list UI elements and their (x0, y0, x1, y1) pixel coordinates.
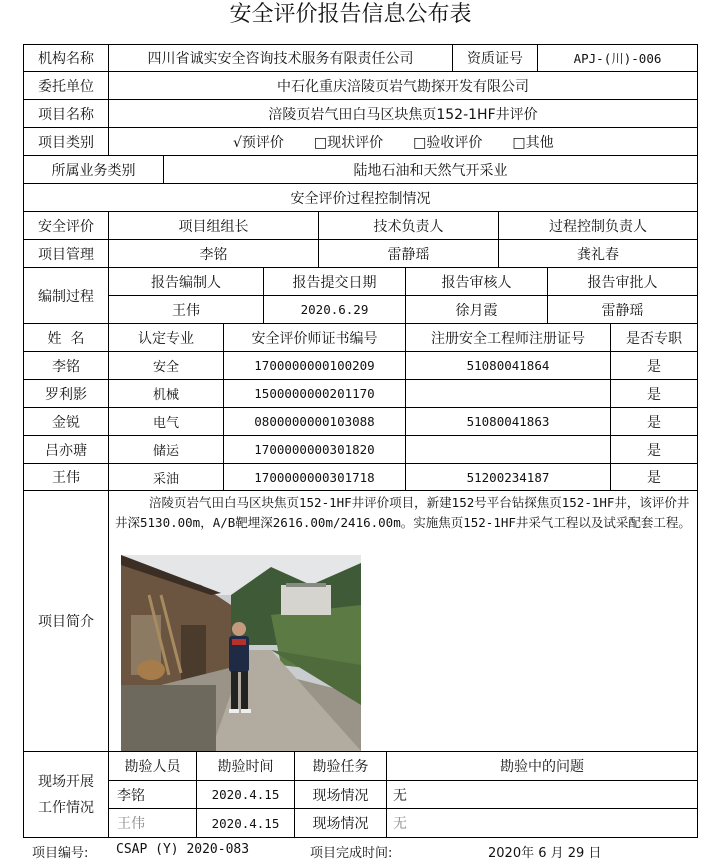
staff-cert: 1500000000201170 (223, 379, 406, 408)
category-option: □验收评价 (413, 134, 483, 151)
compile-header: 报告审核人 (405, 267, 548, 296)
staff-major: 安全 (108, 351, 224, 380)
mgmt-header: 项目组组长 (108, 211, 319, 240)
mgmt-value: 雷静瑶 (318, 239, 499, 268)
staff-name: 吕亦瑭 (23, 435, 109, 464)
staff-major: 机械 (108, 379, 224, 408)
compile-label: 编制过程 (23, 267, 109, 324)
cert-label: 资质证号 (452, 44, 538, 72)
category-options (108, 127, 698, 156)
compile-value: 王伟 (108, 295, 264, 324)
intro-cell (108, 490, 698, 752)
footer-date-value: 2020年 6 月 29 日 (488, 846, 602, 861)
staff-major: 采油 (108, 463, 224, 491)
category-option: √预评价 (233, 134, 284, 151)
staff-fulltime: 是 (610, 351, 698, 380)
site-photo (121, 555, 361, 751)
compile-value: 徐月霞 (405, 295, 548, 324)
project-label: 项目名称 (23, 99, 109, 128)
site-label-line1: 现场开展 (38, 773, 94, 790)
org-value: 四川省诚实安全咨询技术服务有限责任公司 (108, 44, 453, 72)
mgmt-header: 过程控制负责人 (498, 211, 698, 240)
site-task: 现场情况 (294, 808, 387, 838)
staff-fulltime: 是 (610, 407, 698, 436)
site-task: 现场情况 (294, 780, 387, 809)
staff-fulltime: 是 (610, 435, 698, 464)
staff-header: 姓 名 (23, 323, 109, 352)
staff-reg: 51080041863 (405, 407, 611, 436)
compile-header: 报告编制人 (108, 267, 264, 296)
mgmt-header: 技术负责人 (318, 211, 499, 240)
staff-name: 罗利影 (23, 379, 109, 408)
staff-reg (405, 435, 611, 464)
compile-value: 2020.6.29 (263, 295, 406, 324)
staff-reg (405, 379, 611, 408)
staff-name: 金锐 (23, 407, 109, 436)
compile-header: 报告审批人 (547, 267, 698, 296)
mgmt-value: 龚礼春 (498, 239, 698, 268)
site-person: 李铭 (108, 780, 197, 809)
site-person: 王伟 (108, 808, 197, 838)
process-title: 安全评价过程控制情况 (23, 183, 698, 212)
page-title: 安全评价报告信息公布表 (229, 2, 472, 27)
staff-fulltime: 是 (610, 379, 698, 408)
mgmt-label-2: 项目管理 (23, 239, 109, 268)
compile-header: 报告提交日期 (263, 267, 406, 296)
site-issue: 无 (386, 808, 698, 838)
business-value: 陆地石油和天然气开采业 (163, 155, 698, 184)
staff-name: 李铭 (23, 351, 109, 380)
client-value: 中石化重庆涪陵页岩气勘探开发有限公司 (108, 71, 698, 100)
mgmt-value: 李铭 (108, 239, 319, 268)
compile-value: 雷静瑶 (547, 295, 698, 324)
site-header: 勘验中的问题 (386, 751, 698, 781)
staff-header: 认定专业 (108, 323, 224, 352)
footer-date-label: 项目完成时间: (310, 846, 393, 861)
site-header: 勘验时间 (196, 751, 295, 781)
footer-code-label: 项目编号: (32, 846, 89, 861)
site-label-line2: 工作情况 (38, 799, 94, 816)
footer-code-value: CSAP (Y) 2020-083 (116, 842, 250, 857)
staff-cert: 1700000000301718 (223, 463, 406, 491)
intro-text: 涪陵页岩气田白马区块焦页152-1HF井评价项目，新建152号平台钻探焦页152-1HF井，该评价井井深5130.00m，A/B靶埋深2616.00m/2416.00m。实施焦页152-1HF井采气工程以及试采配套工程。 (115, 495, 691, 530)
staff-major: 电气 (108, 407, 224, 436)
staff-header: 是否专职 (610, 323, 698, 352)
staff-cert: 1700000000301820 (223, 435, 406, 464)
site-header: 勘验人员 (108, 751, 197, 781)
category-option: □现状评价 (313, 134, 384, 151)
site-label (23, 751, 109, 838)
staff-header: 安全评价师证书编号 (223, 323, 406, 352)
site-header: 勘验任务 (294, 751, 387, 781)
mgmt-label-1: 安全评价 (23, 211, 109, 240)
staff-name: 王伟 (23, 463, 109, 491)
project-value: 涪陵页岩气田白马区块焦页152-1HF井评价 (108, 99, 698, 128)
staff-fulltime: 是 (610, 463, 698, 491)
staff-major: 储运 (108, 435, 224, 464)
category-option: □其他 (512, 134, 554, 151)
staff-reg: 51200234187 (405, 463, 611, 491)
cert-value: APJ-(川)-006 (537, 44, 698, 72)
staff-header: 注册安全工程师注册证号 (405, 323, 611, 352)
site-time: 2020.4.15 (196, 780, 295, 809)
staff-cert: 1700000000100209 (223, 351, 406, 380)
staff-reg: 51080041864 (405, 351, 611, 380)
category-label: 项目类别 (23, 127, 109, 156)
org-label: 机构名称 (23, 44, 109, 72)
site-time: 2020.4.15 (196, 808, 295, 838)
client-label: 委托单位 (23, 71, 109, 100)
staff-cert: 0800000000103088 (223, 407, 406, 436)
intro-label: 项目简介 (23, 490, 109, 752)
business-label: 所属业务类别 (23, 155, 164, 184)
site-issue: 无 (386, 780, 698, 809)
